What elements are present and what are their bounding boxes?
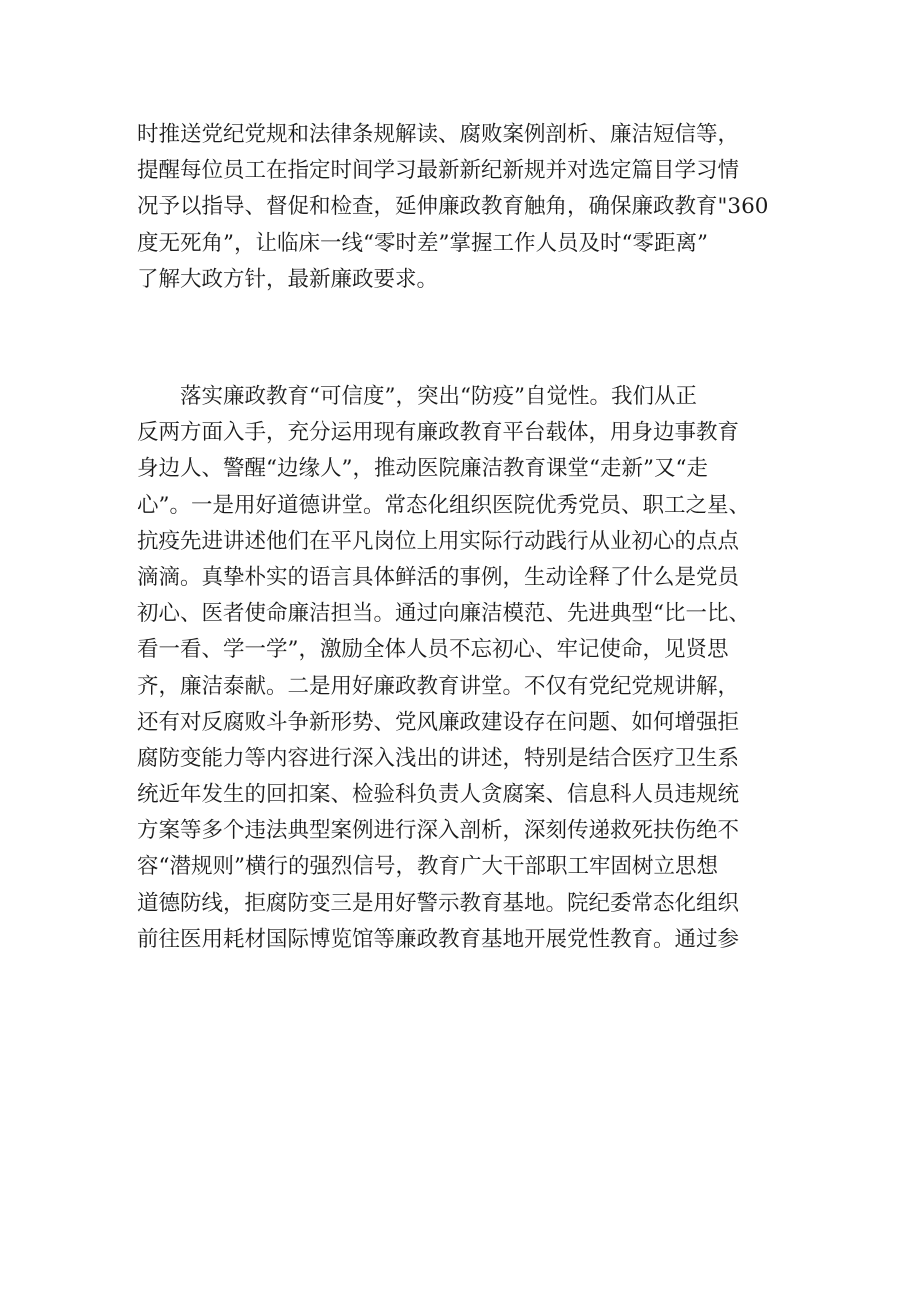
text-line: 了解大政方针，最新廉政要求。 (137, 266, 439, 292)
text-line: 提醒每位员工在指定时间学习最新新纪新规并对选定篇目学习情 (137, 158, 740, 184)
text-line: 腐防变能力等内容进行深入浅出的讲述，特别是结合医疗卫生系 (137, 745, 740, 771)
text-line: 况予以指导、督促和检查，延伸廉政教育触角，确保廉政教育"360 (137, 194, 769, 220)
text-line: 前往医用耗材国际博览馆等廉政教育基地开展党性教育。通过参 (137, 926, 740, 952)
text-line: 滴滴。真挚朴实的语言具体鲜活的事例，生动诠释了什么是党员 (137, 564, 740, 590)
text-line: 抗疫先进讲述他们在平凡岗位上用实际行动践行从业初心的点点 (137, 528, 740, 554)
text-line: 统近年发生的回扣案、检验科负责人贪腐案、信息科人员违规统 (137, 782, 740, 808)
text-line: 心”。一是用好道德讲堂。常态化组织医院优秀党员、职工之星、 (137, 492, 750, 518)
text-line: 落实廉政教育“可信度”，突出“防疫”自觉性。我们从正 (180, 384, 697, 409)
text-line: 度无死角”，让临床一线“零时差”掌握工作人员及时“零距离” (137, 230, 708, 256)
text-line: 时推送党纪党规和法律条规解读、腐败案例剖析、廉洁短信等， (137, 122, 740, 147)
text-line: 还有对反腐败斗争新形势、党风廉政建设存在问题、如何增强拒 (137, 709, 740, 735)
text-line: 齐，廉洁泰献。二是用好廉政教育讲堂。不仅有党纪党规讲解， (137, 673, 740, 699)
paragraph-1 (137, 117, 797, 298)
paragraph-2 (137, 379, 797, 958)
text-line: 看一看、学一学”，激励全体人员不忘初心、牢记使命，见贤思 (137, 637, 729, 663)
text-line: 容“潜规则”横行的强烈信号，教育广大干部职工牢固树立思想 (137, 854, 718, 880)
text-line: 初心、医者使命廉洁担当。通过向廉洁模范、先进典型“比一比、 (137, 601, 750, 627)
text-line: 方案等多个违法典型案例进行深入剖析，深刻传递救死扶伤绝不 (137, 818, 740, 844)
text-line: 反两方面入手，充分运用现有廉政教育平台载体，用身边事教育 (137, 420, 740, 446)
text-line: 身边人、警醒“边缘人”，推动医院廉洁教育课堂“走新”又“走 (137, 456, 708, 482)
text-line: 道德防线，拒腐防变三是用好警示教育基地。院纪委常态化组织 (137, 890, 740, 916)
